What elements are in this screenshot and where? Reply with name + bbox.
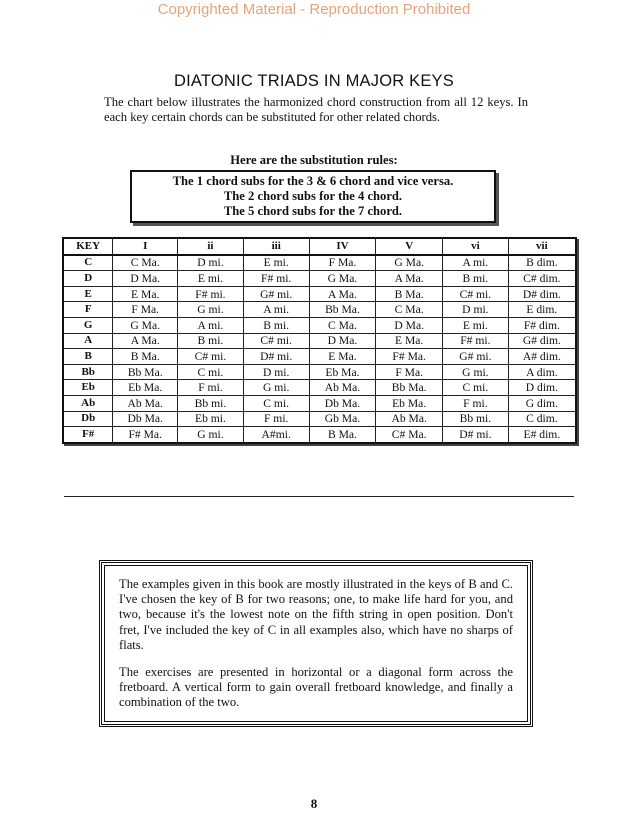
substitution-rules-box <box>130 170 496 223</box>
chord-cell: F mi. <box>178 380 244 396</box>
chord-cell: Bb mi. <box>178 395 244 411</box>
chord-cell: C# mi. <box>443 286 509 302</box>
chord-cell: C Ma. <box>113 255 178 271</box>
chord-cell: E mi. <box>443 317 509 333</box>
chord-cell: A mi. <box>178 317 244 333</box>
chord-cell: G dim. <box>508 395 576 411</box>
table-row <box>63 427 576 443</box>
chord-cell: D# dim. <box>508 286 576 302</box>
key-cell: G <box>63 317 113 333</box>
column-header-i: I <box>113 238 178 255</box>
table-row <box>63 317 576 333</box>
chord-cell: E mi. <box>178 271 244 287</box>
chord-cell: F Ma. <box>376 364 443 380</box>
table-row <box>63 271 576 287</box>
chord-cell: B mi. <box>178 333 244 349</box>
substitution-rule: The 5 chord subs for the 7 chord. <box>223 204 403 218</box>
chord-cell: Ab Ma. <box>309 380 376 396</box>
horizontal-divider <box>64 496 574 497</box>
key-cell: C <box>63 255 113 271</box>
chord-cell: Db Ma. <box>113 411 178 427</box>
table-row <box>63 349 576 365</box>
chord-cell: C dim. <box>508 411 576 427</box>
chord-cell: B dim. <box>508 255 576 271</box>
chord-cell: G# dim. <box>508 333 576 349</box>
chord-cell: B Ma. <box>113 349 178 365</box>
chord-cell: E Ma. <box>309 349 376 365</box>
chord-cell: C# mi. <box>243 333 309 349</box>
chord-cell: D Ma. <box>376 317 443 333</box>
key-cell: Ab <box>63 395 113 411</box>
column-header-vii: vii <box>508 238 576 255</box>
chord-cell: Eb Ma. <box>113 380 178 396</box>
key-cell: Db <box>63 411 113 427</box>
chord-cell: D Ma. <box>309 333 376 349</box>
chord-cell: A dim. <box>508 364 576 380</box>
chord-cell: E Ma. <box>113 286 178 302</box>
chord-cell: C# mi. <box>178 349 244 365</box>
chord-cell: G mi. <box>178 302 244 318</box>
chord-cell: A Ma. <box>376 271 443 287</box>
key-cell: D <box>63 271 113 287</box>
chord-cell: C# Ma. <box>376 427 443 443</box>
table-header-row <box>63 238 576 255</box>
table-row <box>63 333 576 349</box>
chord-cell: F# mi. <box>443 333 509 349</box>
chord-cell: D mi. <box>243 364 309 380</box>
table-row <box>63 364 576 380</box>
chord-cell: Eb mi. <box>178 411 244 427</box>
chord-cell: F Ma. <box>309 255 376 271</box>
key-cell: E <box>63 286 113 302</box>
chord-cell: D Ma. <box>113 271 178 287</box>
notes-paragraph: The exercises are presented in horizontal or a diagonal form across the fretboard. A vertical form to gain overall fretboard knowledge, and finally a combination of the two. <box>119 665 513 710</box>
chord-cell: C mi. <box>243 395 309 411</box>
chord-cell: D# mi. <box>243 349 309 365</box>
chord-cell: F Ma. <box>113 302 178 318</box>
chord-cell: Gb Ma. <box>309 411 376 427</box>
key-cell: Bb <box>63 364 113 380</box>
diatonic-triads-table <box>62 237 577 444</box>
chord-cell: G# mi. <box>243 286 309 302</box>
table-row <box>63 302 576 318</box>
chord-cell: C Ma. <box>309 317 376 333</box>
chord-cell: B Ma. <box>376 286 443 302</box>
chord-cell: Eb Ma. <box>376 395 443 411</box>
chord-cell: E Ma. <box>376 333 443 349</box>
substitution-rule: The 1 chord subs for the 3 & 6 chord and vice versa. <box>172 174 454 188</box>
table-row <box>63 395 576 411</box>
chord-cell: F# Ma. <box>113 427 178 443</box>
chord-cell: Db Ma. <box>309 395 376 411</box>
key-cell: F <box>63 302 113 318</box>
chord-cell: D mi. <box>443 302 509 318</box>
key-cell: B <box>63 349 113 365</box>
notes-box <box>104 565 528 722</box>
chord-cell: Bb Ma. <box>309 302 376 318</box>
chord-cell: D# mi. <box>443 427 509 443</box>
copyright-watermark: Copyrighted Material - Reproduction Prohibited <box>157 1 471 18</box>
chord-cell: F mi. <box>443 395 509 411</box>
table-row <box>63 286 576 302</box>
chord-cell: A Ma. <box>309 286 376 302</box>
chord-cell: C mi. <box>443 380 509 396</box>
column-header-iii: iii <box>243 238 309 255</box>
chord-cell: G mi. <box>443 364 509 380</box>
column-header-vi: vi <box>443 238 509 255</box>
chord-cell: Ab Ma. <box>113 395 178 411</box>
table-row <box>63 411 576 427</box>
chord-cell: A# dim. <box>508 349 576 365</box>
notes-paragraph: The examples given in this book are mostly illustrated in the keys of B and C. I've chosen the key of B for two reasons; one, to make life hard for you, and two, because it's the lowest note on the fifth string in open position. Don't fret, I've included the key of C in all examples also, which have no sharps of flats. <box>119 577 513 652</box>
key-cell: A <box>63 333 113 349</box>
chord-cell: G Ma. <box>376 255 443 271</box>
column-header-v: V <box>376 238 443 255</box>
chord-cell: G Ma. <box>309 271 376 287</box>
chord-cell: A mi. <box>243 302 309 318</box>
chord-cell: A Ma. <box>113 333 178 349</box>
table-row <box>63 255 576 271</box>
page-title: DIATONIC TRIADS IN MAJOR KEYS <box>174 72 454 90</box>
intro-paragraph: The chart below illustrates the harmonized chord construction from all 12 keys. In each key certain chords can be substituted for other related chords. <box>104 95 528 124</box>
page-number: 8 <box>310 796 318 811</box>
chord-cell: F mi. <box>243 411 309 427</box>
table-body <box>63 255 576 443</box>
chord-cell: C mi. <box>178 364 244 380</box>
column-header-key: KEY <box>63 238 113 255</box>
chord-cell: Bb Ma. <box>376 380 443 396</box>
chord-cell: G mi. <box>243 380 309 396</box>
key-cell: Eb <box>63 380 113 396</box>
substitution-rule: The 2 chord subs for the 4 chord. <box>223 189 403 203</box>
chord-cell: C Ma. <box>376 302 443 318</box>
chord-cell: Bb Ma. <box>113 364 178 380</box>
chord-cell: F# mi. <box>243 271 309 287</box>
chord-cell: E mi. <box>243 255 309 271</box>
chord-cell: A#mi. <box>243 427 309 443</box>
chord-cell: B Ma. <box>309 427 376 443</box>
chord-cell: D mi. <box>178 255 244 271</box>
chord-cell: F# dim. <box>508 317 576 333</box>
chord-cell: Bb mi. <box>443 411 509 427</box>
chord-cell: D dim. <box>508 380 576 396</box>
column-header-ii: ii <box>178 238 244 255</box>
chord-cell: C# dim. <box>508 271 576 287</box>
chord-cell: Eb Ma. <box>309 364 376 380</box>
chord-cell: G mi. <box>178 427 244 443</box>
chord-cell: Ab Ma. <box>376 411 443 427</box>
chord-cell: B mi. <box>443 271 509 287</box>
chord-cell: A mi. <box>443 255 509 271</box>
chord-cell: F# Ma. <box>376 349 443 365</box>
chord-cell: E dim. <box>508 302 576 318</box>
column-header-iv: IV <box>309 238 376 255</box>
chord-cell: E# dim. <box>508 427 576 443</box>
chord-cell: G Ma. <box>113 317 178 333</box>
table-row <box>63 380 576 396</box>
key-cell: F# <box>63 427 113 443</box>
chord-cell: B mi. <box>243 317 309 333</box>
substitution-heading: Here are the substitution rules: <box>230 153 398 167</box>
chord-cell: G# mi. <box>443 349 509 365</box>
chord-cell: F# mi. <box>178 286 244 302</box>
